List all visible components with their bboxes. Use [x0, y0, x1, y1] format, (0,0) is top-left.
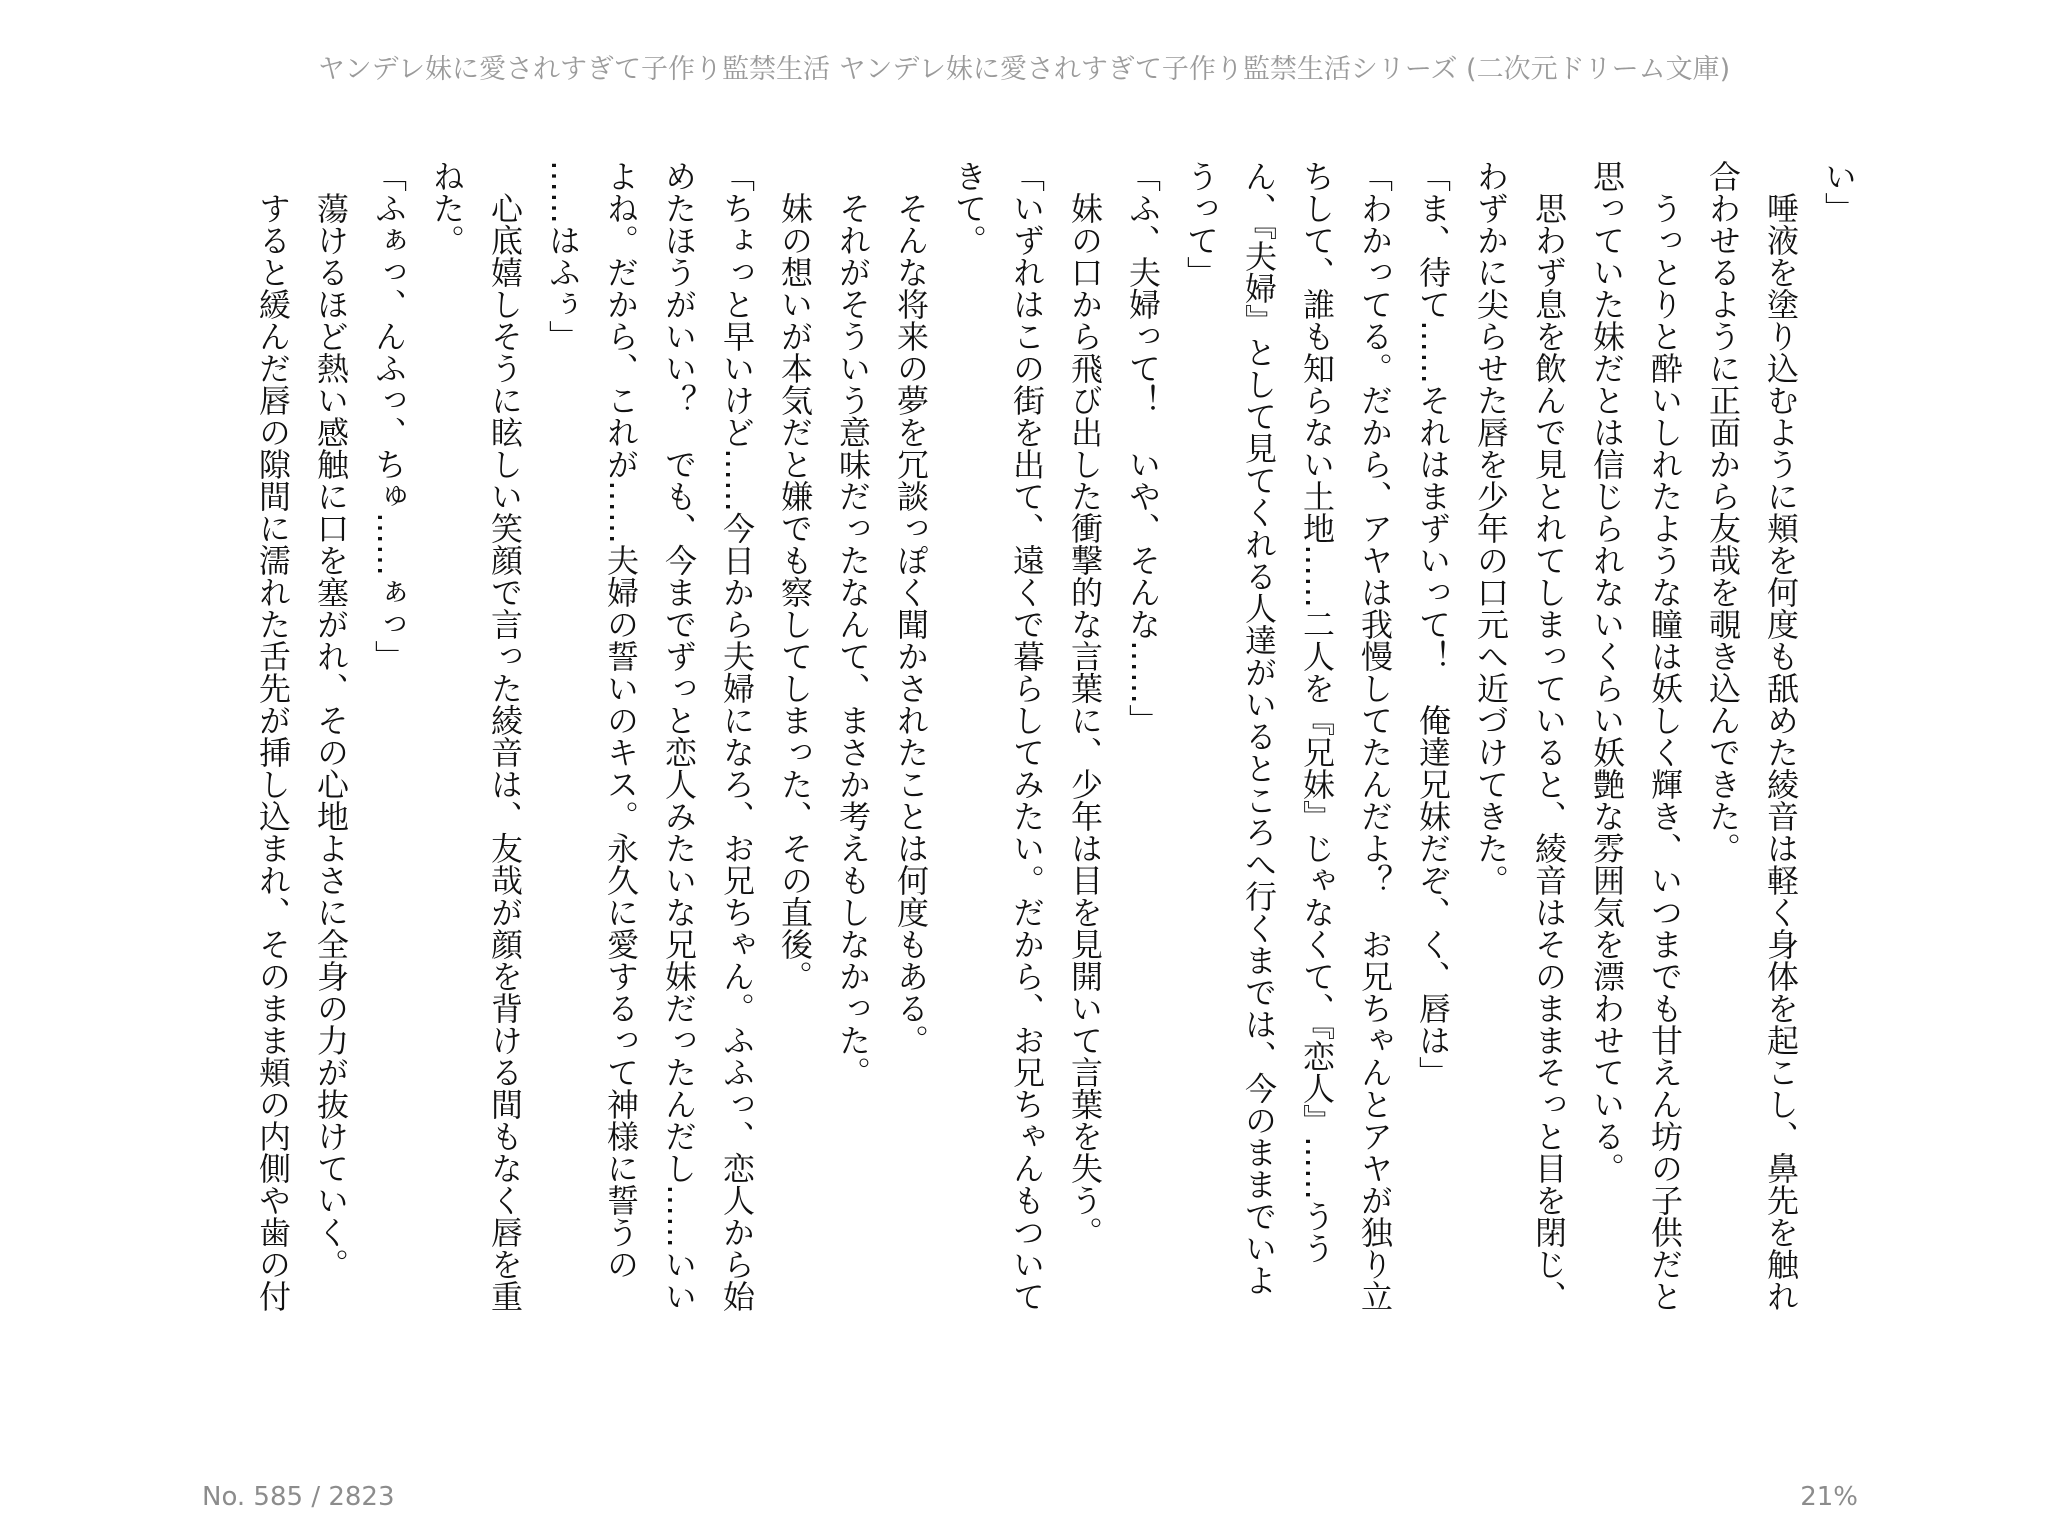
- location-indicator[interactable]: No. 585 / 2823: [202, 1482, 395, 1512]
- text-line: ねた。: [428, 160, 466, 256]
- text-line: 「わかってる。だから、アヤは我慢してたんだよ？ お兄ちゃんとアヤが独り立: [1356, 160, 1394, 1312]
- text-line: 「ちょっと早いけど……今日から夫婦になろ、お兄ちゃん。ふふっ、恋人から始: [718, 160, 756, 1312]
- text-line: 「いずれはこの街を出て、遠くで暮らしてみたい。だから、お兄ちゃんもついて: [1008, 160, 1046, 1312]
- text-line: 妹の想いが本気だと嫌でも察してしまった、その直後。: [776, 160, 814, 992]
- text-line: 「ふぁっ、んふっ、ちゅ……ぁっ」: [370, 160, 408, 672]
- text-line: 蕩けるほど熱い感触に口を塞がれ、その心地よさに全身の力が抜けていく。: [312, 160, 350, 1280]
- text-line: 心底嬉しそうに眩しい笑顔で言った綾音は、友哉が顔を背ける間もなく唇を重: [486, 160, 524, 1312]
- reading-pane[interactable]: [248, 160, 1868, 1430]
- text-line: ん、『夫婦』として見てくれる人達がいるところへ行くまでは、今のままでいよ: [1240, 160, 1278, 1296]
- text-line: めたほうがいい？ でも、今までずっと恋人みたいな兄妹だったんだし……いい: [660, 160, 698, 1312]
- book-title-header: ヤンデレ妹に愛されすぎて子作り監禁生活 ヤンデレ妹に愛されすぎて子作り監禁生活シリーズ (二次元ドリーム文庫): [317, 54, 1731, 85]
- text-line: わずかに尖らせた唇を少年の口元へ近づけてきた。: [1472, 160, 1510, 896]
- text-line: うって」: [1182, 160, 1220, 288]
- text-line: きて。: [950, 160, 988, 256]
- text-line: 妹の口から飛び出した衝撃的な言葉に、少年は目を見開いて言葉を失う。: [1066, 160, 1104, 1248]
- text-line: すると緩んだ唇の隙間に濡れた舌先が挿し込まれ、そのまま頬の内側や歯の付: [254, 160, 292, 1312]
- text-line: ……はふぅ」: [544, 160, 582, 352]
- text-line: うっとりと酔いしれたような瞳は妖しく輝き、いつまでも甘えん坊の子供だと: [1646, 160, 1684, 1312]
- text-line: 唾液を塗り込むように頬を何度も舐めた綾音は軽く身体を起こし、鼻先を触れ: [1762, 160, 1800, 1312]
- text-line: そんな将来の夢を冗談っぽく聞かされたことは何度もある。: [892, 160, 930, 1056]
- text-line: よね。だから、これが……夫婦の誓いのキス。永久に愛するって神様に誓うの: [602, 160, 640, 1280]
- text-line: 思わず息を飲んで見とれてしまっていると、綾音はそのままそっと目を閉じ、: [1530, 160, 1568, 1312]
- text-line: 「ふ、夫婦って！ いや、そんな……」: [1124, 160, 1162, 736]
- text-line: 「ま、待て……それはまずいって！ 俺達兄妹だぞ、く、唇は」: [1414, 160, 1452, 1088]
- reading-progress-percent: 21%: [1800, 1482, 1858, 1512]
- text-line: 思っていた妹だとは信じられないくらい妖艶な雰囲気を漂わせている。: [1588, 160, 1626, 1184]
- text-line: それがそういう意味だったなんて、まさか考えもしなかった。: [834, 160, 872, 1088]
- text-line: い」: [1820, 160, 1858, 224]
- text-line: ちして、誰も知らない土地……二人を『兄妹』じゃなくて、『恋人』……うう: [1298, 160, 1336, 1264]
- text-line: 合わせるように正面から友哉を覗き込んできた。: [1704, 160, 1742, 864]
